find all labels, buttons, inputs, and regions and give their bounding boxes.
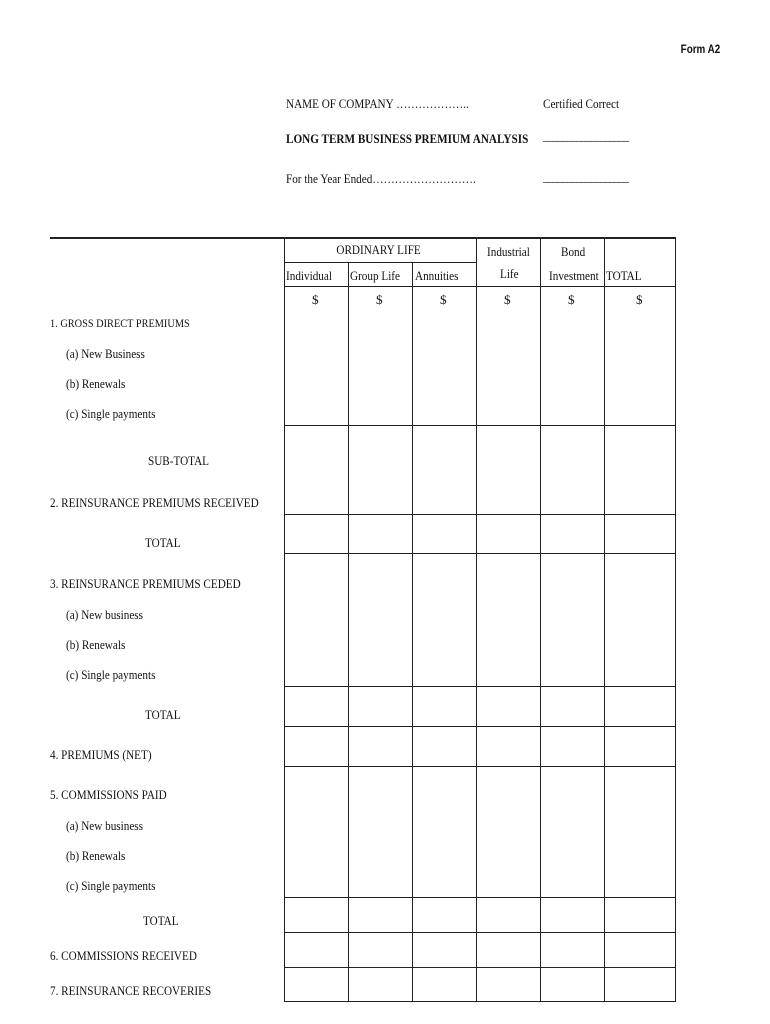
form-title: LONG TERM BUSINESS PREMIUM ANALYSIS	[286, 131, 529, 146]
column-divider	[412, 262, 413, 1002]
column-divider	[348, 262, 349, 1002]
col-industrial: Industrial	[487, 244, 530, 259]
col-total: TOTAL	[606, 268, 642, 283]
col-annuities: Annuities	[415, 268, 459, 283]
row-reinsurance-recoveries: 7. REINSURANCE RECOVERIES	[50, 983, 212, 998]
currency-symbol: $	[636, 292, 643, 307]
column-divider	[540, 238, 541, 1002]
row-subtotal: SUB-TOTAL	[148, 453, 210, 468]
row-reinsurance-ceded: 3. REINSURANCE PREMIUMS CEDED	[50, 576, 241, 591]
column-divider	[604, 238, 605, 1002]
row-rule	[284, 766, 676, 767]
table-bottom-rule	[284, 1001, 676, 1002]
signature-line: __________________	[543, 128, 629, 143]
table-top-rule	[50, 237, 676, 239]
row-commissions-received: 6. COMMISSIONS RECEIVED	[50, 948, 197, 963]
row-rule	[284, 897, 676, 898]
col-industrial-life: Life	[500, 266, 519, 281]
certified-correct-label: Certified Correct	[543, 96, 620, 111]
row-renewals: (b) Renewals	[66, 848, 126, 863]
year-ended-label: For the Year Ended……………………….	[286, 171, 476, 186]
row-reinsurance-received: 2. REINSURANCE PREMIUMS RECEIVED	[50, 495, 259, 510]
row-premiums-net: 4. PREMIUMS (NET)	[50, 747, 152, 762]
row-single-payments: (c) Single payments	[66, 878, 156, 893]
col-group-life: Group Life	[350, 268, 400, 283]
row-rule	[284, 425, 676, 426]
row-new-business: (a) New Business	[66, 346, 145, 361]
row-single-payments: (c) Single payments	[66, 406, 156, 421]
row-gross-direct-premiums: 1. GROSS DIRECT PREMIUMS	[50, 316, 190, 330]
row-total: TOTAL	[145, 707, 181, 722]
row-renewals: (b) Renewals	[66, 637, 126, 652]
row-rule	[284, 726, 676, 727]
row-renewals: (b) Renewals	[66, 376, 126, 391]
column-divider	[476, 238, 477, 1002]
row-single-payments: (c) Single payments	[66, 667, 156, 682]
row-new-business: (a) New business	[66, 818, 144, 833]
company-name-label: NAME OF COMPANY ………………..	[286, 96, 469, 111]
currency-symbol: $	[440, 292, 447, 307]
currency-symbol: $	[376, 292, 383, 307]
form-id: Form A2	[680, 42, 720, 56]
row-rule	[284, 553, 676, 554]
signature-line: __________________	[543, 169, 629, 184]
row-new-business: (a) New business	[66, 607, 144, 622]
currency-symbol: $	[568, 292, 575, 307]
row-total: TOTAL	[143, 913, 179, 928]
column-divider	[675, 238, 676, 1002]
row-commissions-paid: 5. COMMISSIONS PAID	[50, 787, 167, 802]
row-rule	[284, 967, 676, 968]
currency-symbol: $	[504, 292, 511, 307]
row-rule	[284, 686, 676, 687]
row-rule	[284, 932, 676, 933]
currency-symbol: $	[312, 292, 319, 307]
header-bottom-rule	[284, 286, 676, 287]
col-investment: Investment	[549, 268, 599, 283]
row-total: TOTAL	[145, 535, 181, 550]
column-divider	[284, 238, 285, 1002]
col-bond: Bond	[561, 244, 586, 259]
ordinary-life-underline	[284, 262, 476, 263]
row-rule	[284, 514, 676, 515]
col-ordinary-life: ORDINARY LIFE	[336, 242, 421, 257]
col-individual: Individual	[286, 268, 332, 283]
